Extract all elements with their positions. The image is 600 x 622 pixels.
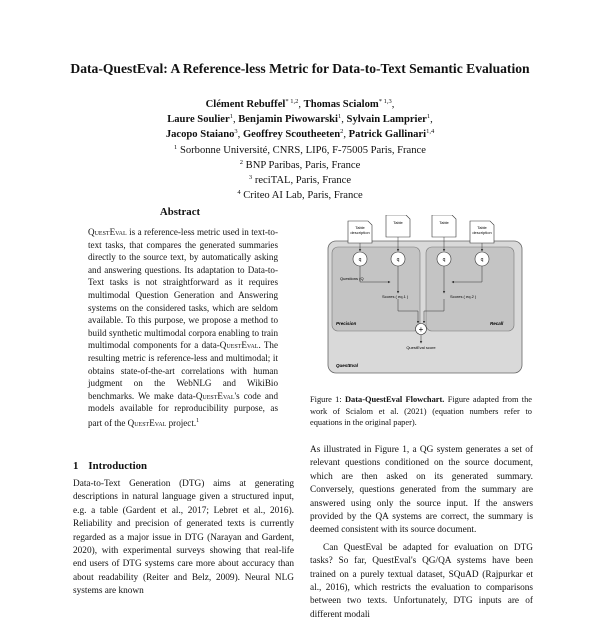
paragraph: Can QuestEval be adapted for evaluation on DTG tasks? So far, QuestEval's QG/QA systems have been trained on a purely textual dataset, SQuAD (Rajpurkar et al., 2016), which restricts the evaluation to comparisons between two texts. Unfortunately, DTG inputs are of different modali — [310, 542, 533, 620]
svg-text:Table: Table — [355, 225, 365, 230]
precision-label: Precision — [336, 321, 357, 326]
author-block: Clément Rebuffel$^{* 1,2}$, Thomas Scialom$^{* 1,3}$, Laure Soulier$^1$, Benjamin Piwowarski$^1$, Sylvain Lamprier$^1$, Jacopo Staiano$^3$, Geoffrey Scoutheeten$^2$, Patrick Gallinari$^{1,4}$ $^1$ Sorbonne Université, CNRS, LIP6, F-75005 Paris, France $^2$ BNP Paribas, Paris, France $^3$ reciTAL, Paris, France $^4$ Criteo AI Lab, Paris, France — [60, 97, 540, 203]
author-name: Clément Rebuffel — [205, 99, 286, 110]
sum-node — [416, 324, 427, 335]
svg-text:description: description — [350, 230, 370, 235]
author-name: Benjamin Piwowarski — [238, 114, 338, 126]
svg-text:q: q — [358, 257, 362, 263]
svg-text:Table: Table — [477, 225, 487, 230]
author-sup: * 1,2 — [285, 98, 299, 105]
doc-box — [348, 221, 372, 243]
affiliation: $^2$ BNP Paribas, Paris, France — [239, 158, 361, 171]
author-sup: 1 — [338, 113, 342, 121]
svg-text:+: + — [418, 325, 424, 334]
qa-node-right — [437, 252, 451, 266]
author-sup: 1 — [229, 113, 233, 121]
affiliation: $^3$ reciTAL, Paris, France — [248, 174, 352, 187]
affiliation: $^1$ Sorbonne Université, CNRS, LIP6, F-75005 Paris, France — [174, 143, 426, 156]
author-name: Sylvain Lamprier — [346, 114, 427, 126]
figure-caption: Figure 1: Data-QuestEval Flowchart. Figure adapted from the work of Scialom et al. (2021) (equation numbers refer to equations in the original paper). — [310, 395, 533, 428]
author-name: Laure Soulier — [167, 114, 230, 126]
qa-node-left — [391, 252, 405, 266]
doc-box — [386, 215, 410, 237]
recall-label: Recall — [490, 321, 504, 326]
output-label: QuestEval score — [406, 345, 436, 350]
precision-region — [332, 247, 420, 331]
svg-text:Table: Table — [439, 220, 449, 225]
author-sup: * 1,3 — [378, 98, 392, 105]
svg-text:description: description — [472, 230, 492, 235]
author-name: Patrick Gallinari — [348, 129, 427, 141]
abstract-heading: Abstract — [159, 206, 201, 218]
svg-text:q: q — [442, 257, 446, 263]
qg-node-left — [353, 252, 367, 266]
scores-left: Scores ( eq.1 ) — [382, 294, 409, 299]
author-name: Geoffrey Scoutheeten — [242, 129, 341, 141]
section-heading: 1 Introduction — [73, 460, 148, 472]
doc-box — [432, 215, 456, 237]
flowchart-figure — [310, 215, 530, 377]
author-sup: 1,4 — [426, 128, 435, 136]
abstract-text: QuestEval is a reference-less metric used in text-to-text tasks, that compares the generated summaries directly to the source text, by automatically asking and answering questions. Its adaptation to Data-to-Text tasks is not straightforward as it requires multimodal Question Generation and Answering systems on the considered tasks, which are seldom available. To this purpose, we propose a method to build synthetic multimodal corpora enabling to train multimodal components for a data-QuestEval. The resulting metric is reference-less and multimodal; it obtains state-of-the-art correlations with human judgment on the WebNLG and WikiBio benchmarks. We make data-QuestEval's code and models available for reproducibility purpose, as part of the QuestEval project.$^1$ — [88, 227, 278, 428]
author-name: Thomas Scialom — [303, 99, 379, 110]
affiliation: $^4$ Criteo AI Lab, Paris, France — [237, 189, 363, 202]
paper-title: Data-QuestEval: A Reference-less Metric for Data-to-Text Semantic Evaluation — [70, 61, 530, 76]
svg-text:Table: Table — [393, 220, 403, 225]
svg-text:q: q — [480, 257, 484, 263]
svg-text:q: q — [396, 257, 400, 263]
paragraph: As illustrated in Figure 1, a QG system generates a set of relevant questions conditioned on the source document, which are then asked on its generated summary. Conversely, questions generated from the summary are answered using only the source input. If the answers provided by the QA systems are correct, the summary is deemed consistent with its source document. — [310, 445, 533, 536]
qg-node-right — [475, 252, 489, 266]
questions-label: Questions (Q — [340, 276, 364, 281]
author-sup: 1 — [426, 113, 431, 121]
author-sup: 2 — [340, 128, 344, 136]
author-name: Jacopo Staiano — [165, 129, 235, 141]
intro-text: Data-to-Text Generation (DTG) aims at generating descriptions in natural language given a structured input, e.g. a table (Gardent et al., 2017; Lebret et al., 2016). Reliability and precision of generated texts is currently regarded as a major issue in DTG (Narayan and Gardent, 2020), with experimental surveys showing that real-life end users of DTG systems care more about accuracy than about readability (Reiter and Belz, 2009). Neural NLG systems are known — [73, 479, 294, 597]
scores-right: Scores ( eq.2 ) — [450, 294, 477, 299]
doc-box — [470, 221, 494, 243]
author-sup: 3 — [234, 128, 238, 136]
system-label: QuestEval — [336, 363, 359, 368]
right-column-text — [310, 444, 533, 622]
